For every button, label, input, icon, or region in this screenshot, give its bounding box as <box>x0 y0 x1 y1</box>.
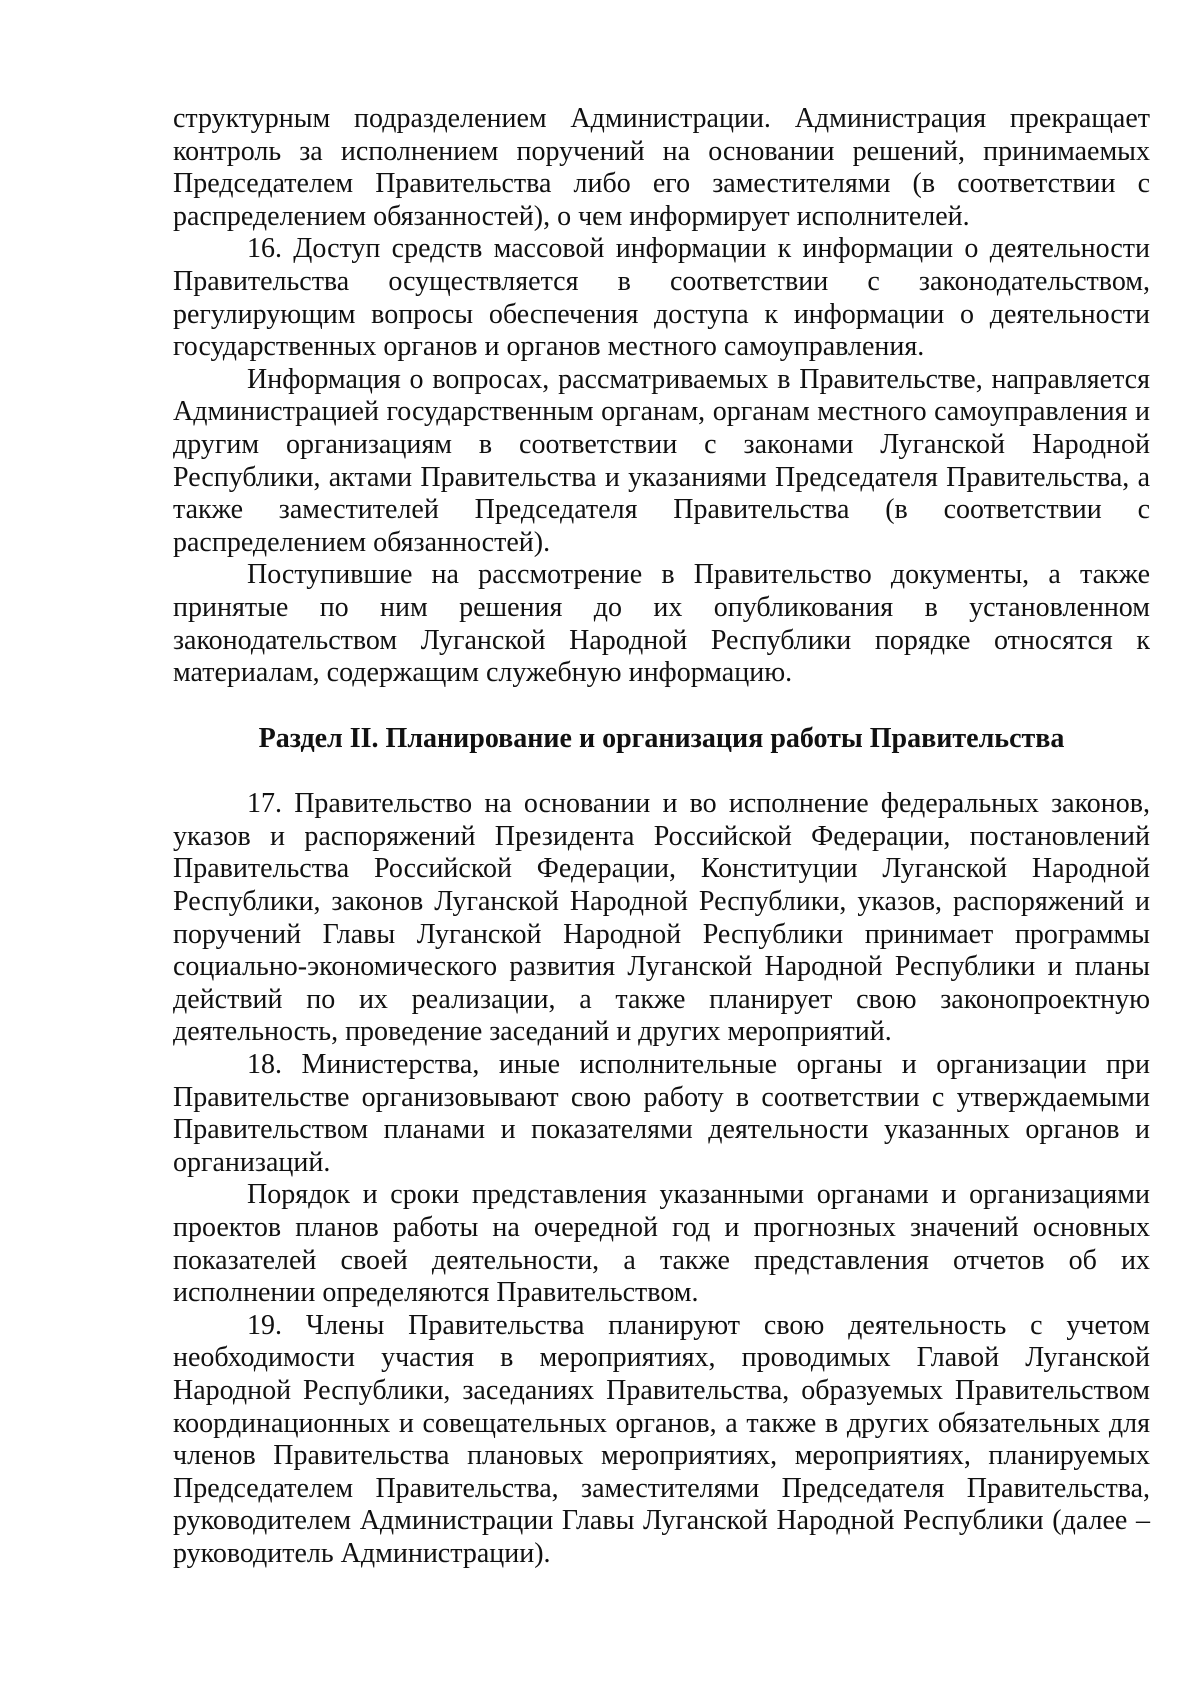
paragraph-procedure: Порядок и сроки представления указанными органами и организациями проектов планов работы на очередной год и прогнозных значений основных показателей своей деятельности, а также представления отчетов об их исполнении определяются Правительством. <box>173 1179 1150 1309</box>
paragraph-information: Информация о вопросах, рассматриваемых в Правительстве, направляется Администрацией государственным органам, органам местного самоуправления и другим организациям в соответствии с законами Луганской Народной Республики, актами Правительства и указаниями Председателя Правительства, а также заместителей Председателя Правительства (в соответствии с распределением обязанностей). <box>173 363 1150 558</box>
document-body <box>173 103 1150 1571</box>
paragraph-17: 17. Правительство на основании и во исполнение федеральных законов, указов и распоряжений Президента Российской Федерации, постановлений Правительства Российской Федерации, Конституции Луганской Народной Республики, законов Луганской Народной Республики, указов, распоряжений и поручений Главы Луганской Народной Республики принимает программы социально-экономического развития Луганской Народной Республики и планы действий по их реализации, а также планирует свою законопроектную деятельность, проведение заседаний и других мероприятий. <box>173 788 1150 1048</box>
paragraph-received-documents: Поступившие на рассмотрение в Правительство документы, а также принятые по ним решения до их опубликования в установленном законодательством Луганской Народной Республики порядке относятся к материалам, содержащим служебную информацию. <box>173 559 1150 689</box>
paragraph-16: 16. Доступ средств массовой информации к информации о деятельности Правительства осуществляется в соответствии с законодательством, регулирующим вопросы обеспечения доступа к информации о деятельности государственных органов и органов местного самоуправления. <box>173 233 1150 363</box>
paragraph-18: 18. Министерства, иные исполнительные органы и организации при Правительстве организовывают свою работу в соответствии с утверждаемыми Правительством планами и показателями деятельности указанных органов и организаций. <box>173 1049 1150 1178</box>
paragraph-continuation: структурным подразделением Администрации. Администрация прекращает контроль за исполнением поручений на основании решений, принимаемых Председателем Правительства либо его заместителями (в соответствии с распределением обязанностей), о чем информирует исполнителей. <box>173 103 1150 232</box>
paragraph-19: 19. Члены Правительства планируют свою деятельность с учетом необходимости участия в мероприятиях, проводимых Главой Луганской Народной Республики, заседаниях Правительства, образуемых Правительством координационных и совещательных органов, а также в других обязательных для членов Правительства плановых мероприятиях, мероприятиях, планируемых Председателем Правительства, заместителями Председателя Правительства, руководителем Администрации Главы Луганской Народной Республики (далее – руководитель Администрации). <box>173 1309 1150 1569</box>
section-title: Раздел II. Планирование и организация работы Правительства <box>258 722 1065 754</box>
